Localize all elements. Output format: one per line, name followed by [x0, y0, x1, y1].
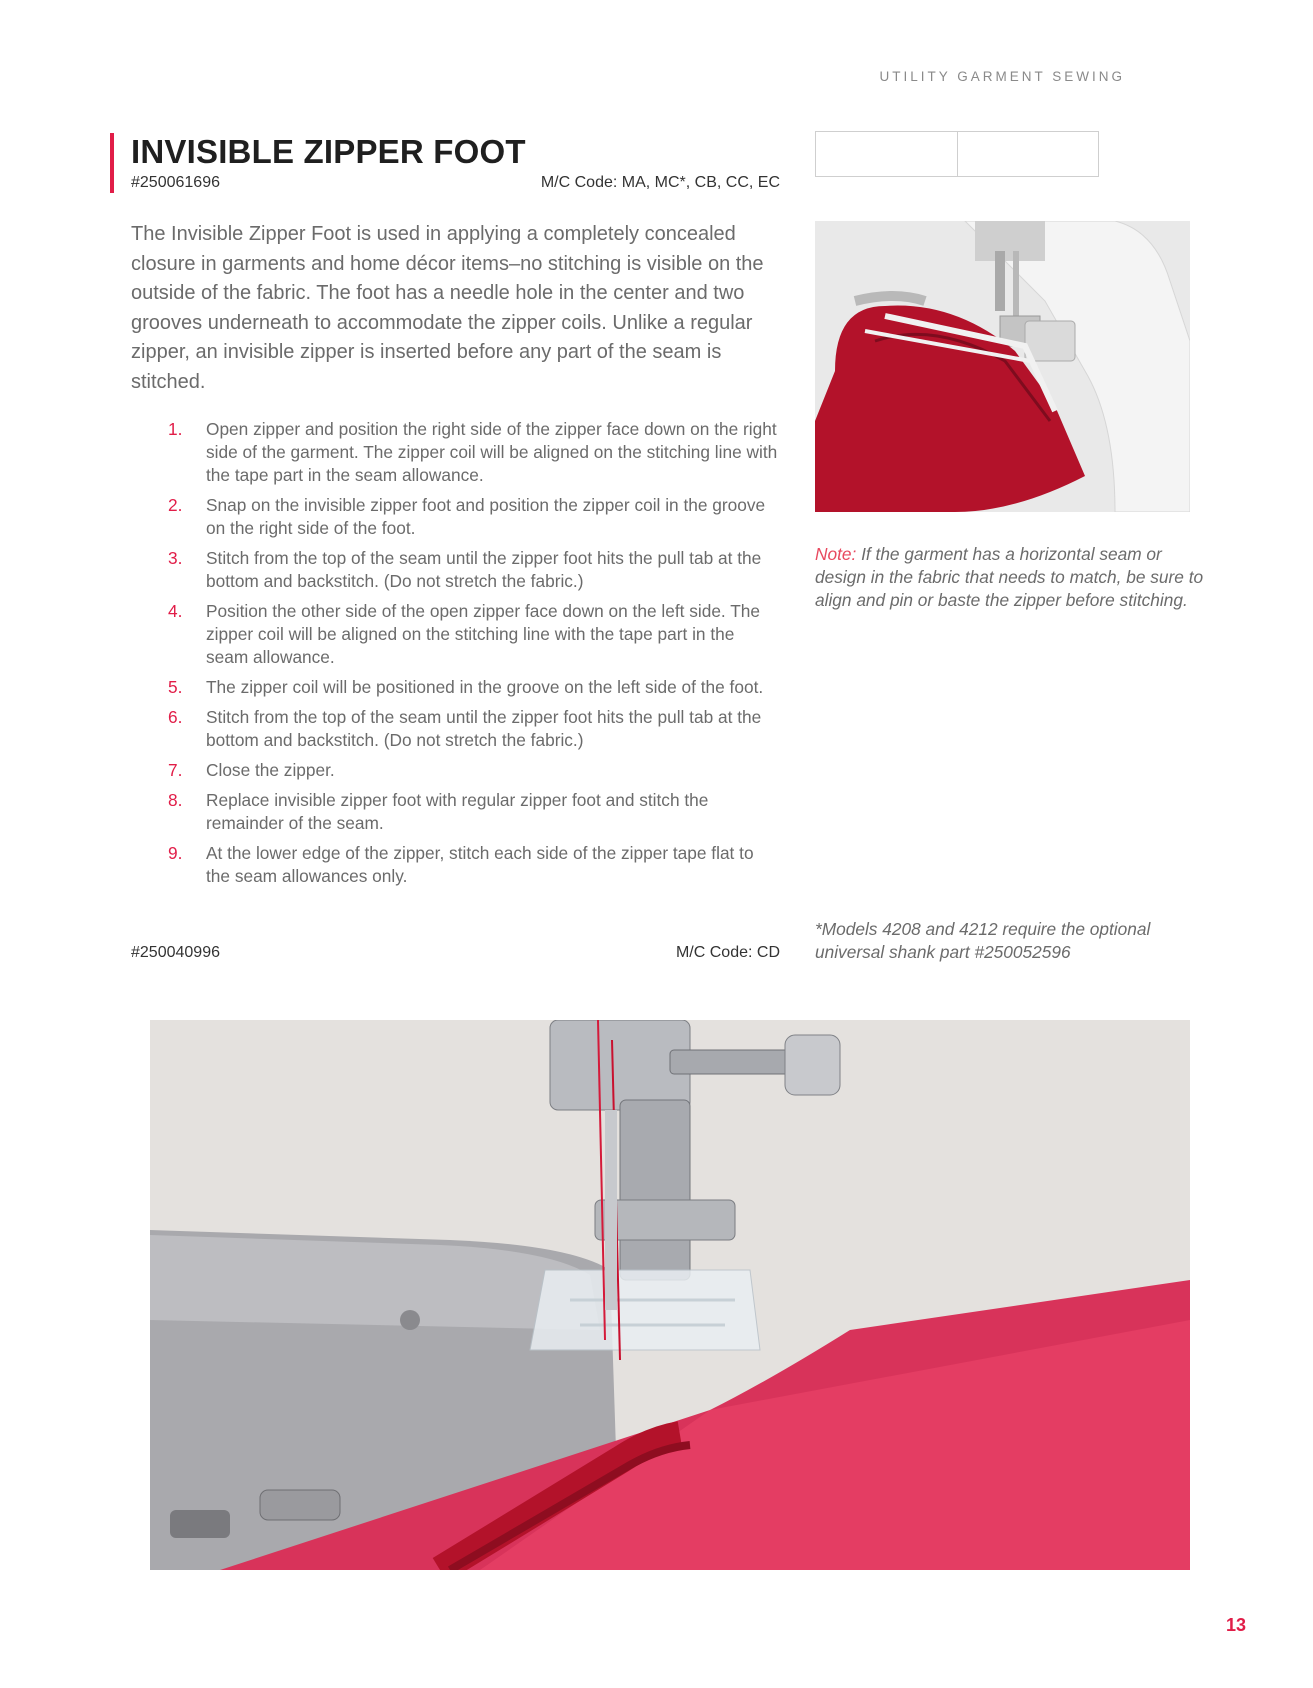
step-number: 5. [168, 677, 183, 697]
note-label: Note: [815, 544, 857, 564]
step-text: Replace invisible zipper foot with regular zipper foot and stitch the remainder of the seam. [206, 790, 709, 833]
part-number: #250061696 [131, 174, 220, 191]
step-item [168, 600, 780, 669]
step-text: Position the other side of the open zipper face down on the left side. The zipper coil will be aligned on the stitching line with the tape part in the seam allowance. [206, 601, 761, 667]
step-item [168, 759, 780, 782]
part-number: #250040996 [131, 944, 220, 961]
step-item [168, 706, 780, 752]
note-text [815, 543, 1205, 612]
step-text: Close the zipper. [206, 760, 335, 780]
step-text: At the lower edge of the zipper, stitch each side of the zipper tape flat to the seam allowances only. [206, 843, 754, 886]
step-number: 3. [168, 548, 183, 568]
step-number: 7. [168, 760, 183, 780]
part-info-secondary [131, 944, 780, 962]
step-number: 9. [168, 843, 183, 863]
part-info-primary [131, 174, 780, 192]
step-number: 8. [168, 790, 183, 810]
step-item [168, 494, 780, 540]
step-item [168, 547, 780, 593]
step-number: 4. [168, 601, 183, 621]
step-number: 6. [168, 707, 183, 727]
step-item [168, 676, 780, 699]
step-text: Snap on the invisible zipper foot and position the zipper coil in the groove on the right side of the foot. [206, 495, 766, 538]
footnote: *Models 4208 and 4212 require the optional universal shank part #250052596 [815, 919, 1151, 962]
title-accent-bar [110, 133, 114, 193]
step-text: Open zipper and position the right side of the zipper face down on the right side of the garment. The zipper coil will be aligned on the stitching line with the tape part in the seam allowance. [206, 419, 778, 485]
note-body: If the garment has a horizontal seam or design in the fabric that needs to match, be sure to align and pin or baste the zipper before stitching. [815, 544, 1204, 610]
step-text: The zipper coil will be positioned in the groove on the left side of the foot. [206, 677, 764, 697]
step-number: 2. [168, 495, 183, 515]
machine-code: M/C Code: CD [675, 944, 780, 961]
step-text: Stitch from the top of the seam until the zipper foot hits the pull tab at the bottom and backstitch. (Do not stretch the fabric.) [206, 707, 762, 750]
step-number: 1. [168, 419, 183, 439]
empty-table-cell [816, 132, 958, 176]
photo-invisible-zipper-foot [150, 1020, 1190, 1570]
machine-code: M/C Code: MA, MC*, CB, CC, EC [540, 174, 780, 191]
section-header: UTILITY GARMENT SEWING [879, 69, 1125, 84]
page-number: 13 [1225, 1615, 1246, 1635]
step-text: Stitch from the top of the seam until the zipper foot hits the pull tab at the bottom and backstitch. (Do not stretch the fabric.) [206, 548, 762, 591]
empty-table [815, 131, 1099, 177]
intro-paragraph: The Invisible Zipper Foot is used in applying a completely concealed closure in garments and home décor items–no stitching is visible on the outside of the fabric. The foot has a needle hole in the center and two grooves underneath to accommodate the zipper coils. Unlike a regular zipper, an invisible zipper is inserted before any part of the seam is stitched. [131, 223, 764, 393]
page-title: INVISIBLE ZIPPER FOOT [131, 133, 526, 170]
step-item [168, 842, 780, 888]
photo-sewing-red-fabric [815, 221, 1190, 512]
steps-list [168, 418, 780, 895]
empty-table-cell [958, 132, 1099, 176]
step-item [168, 418, 780, 487]
step-item [168, 789, 780, 835]
